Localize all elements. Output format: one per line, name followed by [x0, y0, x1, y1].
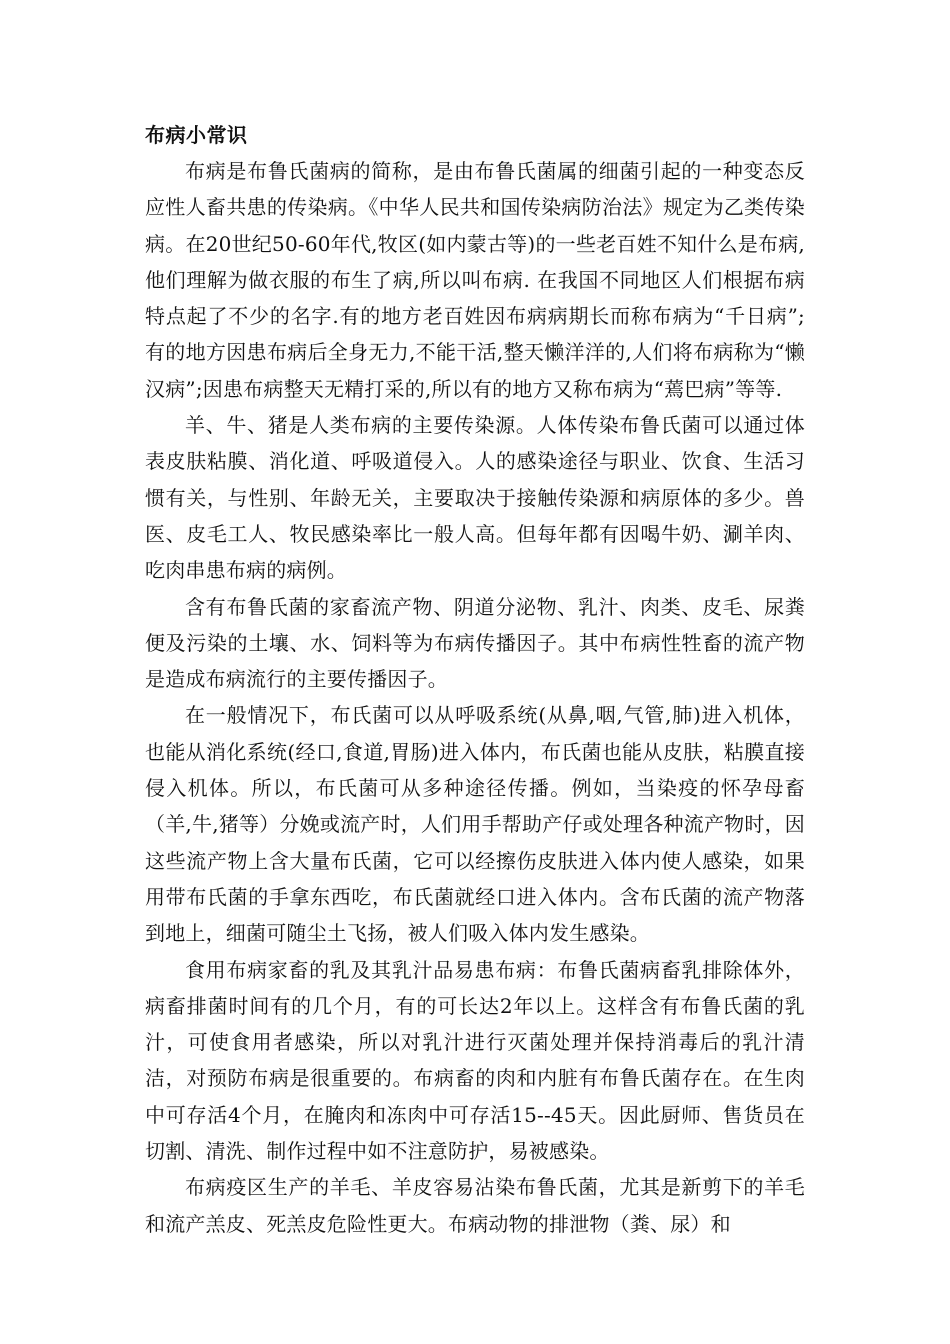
paragraph-transmission-factors: 含有布鲁氏菌的家畜流产物、阴道分泌物、乳汁、肉类、皮毛、尿粪便及污染的土壤、水、饲料等为布病传播因子。其中布病性牲畜的流产物是造成布病流行的主要传播因子。 — [145, 594, 805, 692]
paragraph-transmission-routes: 在一般情况下，布氏菌可以从呼吸系统(从鼻,咽,气管,肺)进入机体，也能从消化系统(经口,食道,胃肠)进入体内，布氏菌也能从皮肤，粘膜直接侵入机体。所以，布氏菌可从多种途径传播。例如，当染疫的怀孕母畜（羊,牛,猪等）分娩或流产时，人们用手帮助产仔或处理各种流产物时，因这些流产物上含大量布氏菌，它可以经擦伤皮肤进入体内使人感染，如果用带布氏菌的手拿东西吃，布氏菌就经口进入体内。含布氏菌的流产物落到地上，细菌可随尘土飞扬，被人们吸入体内发生感染。 — [145, 703, 805, 946]
paragraph-infection-sources: 羊、牛、猪是人类布病的主要传染源。人体传染布鲁氏菌可以通过体表皮肤粘膜、消化道、呼吸道侵入。人的感染途径与职业、饮食、生活习惯有关，与性别、年龄无关，主要取决于接触传染源和病原体的多少。兽医、皮毛工人、牧民感染率比一般人高。但每年都有因喝牛奶、涮羊肉、吃肉串患布病的病例。 — [145, 413, 805, 583]
document-page — [145, 117, 805, 1242]
paragraph-dairy-and-meat: 食用布病家畜的乳及其乳汁品易患布病：布鲁氏菌病畜乳排除体外，病畜排菌时间有的几个月，有的可长达2年以上。这样含有布鲁氏菌的乳汁，可使食用者感染，所以对乳汁进行灭菌处理并保持消毒后的乳汁清洁，对预防布病是很重要的。布病畜的肉和内脏有布鲁氏菌存在。在生肉中可存活4个月，在腌肉和冻肉中可存活15--45天。因此厨师、售货员在切割、清洗、制作过程中如不注意防护，易被感染。 — [145, 957, 805, 1164]
paragraph-intro: 布病是布鲁氏菌病的简称，是由布鲁氏菌属的细菌引起的一种变态反应性人畜共患的传染病。《中华人民共和国传染病防治法》规定为乙类传染病。在20世纪50-60年代,牧区(如内蒙古等)的一些老百姓不知什么是布病,他们理解为做衣服的布生了病,所以叫布病. 在我国不同地区人们根据布病特点起了不少的名字.有的地方老百姓因布病病期长而称布病为“千日病”;有的地方因患布病后全身无力,不能干活,整天懒洋洋的,人们将布病称为“懒汉病”;因患布病整天无精打采的,所以有的地方又称布病为“蔫巴病”等等. — [145, 159, 805, 401]
document-title: 布病小常识 — [145, 123, 248, 147]
paragraph-wool-and-hides: 布病疫区生产的羊毛、羊皮容易沾染布鲁氏菌，尤其是新剪下的羊毛和流产羔皮、死羔皮危险性更大。布病动物的排泄物（粪、尿）和 — [145, 1175, 805, 1236]
